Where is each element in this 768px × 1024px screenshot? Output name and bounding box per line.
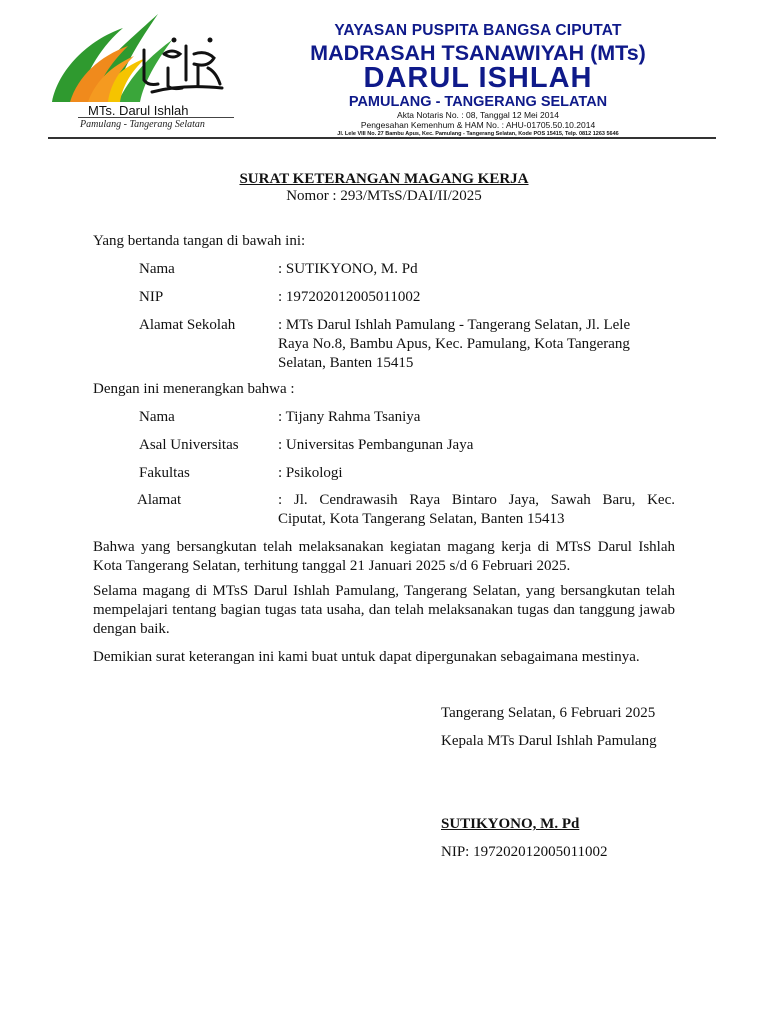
student-address-line-2: Ciputat, Kota Tangerang Selatan, Banten 15413 <box>278 511 565 527</box>
student-name-label: Nama <box>139 409 175 425</box>
signer-nip: NIP: 197202012005011002 <box>441 844 608 860</box>
notary-deed: Akta Notaris No. : 08, Tanggal 12 Mei 2014 <box>397 110 559 120</box>
school-logo <box>48 10 238 135</box>
school-address-line-2: Raya No.8, Bambu Apus, Kec. Pamulang, Kota Tangerang <box>278 336 630 352</box>
signer-name-label: Nama <box>139 261 175 277</box>
signer-nip-value: : 197202012005011002 <box>278 289 421 305</box>
signer-name-value: : SUTIKYONO, M. Pd <box>278 261 418 277</box>
school-address-line-3: Selatan, Banten 15415 <box>278 355 414 371</box>
signer-position: Kepala MTs Darul Ishlah Pamulang <box>441 733 657 749</box>
letter-number: Nomor : 293/MTsS/DAI/II/2025 <box>286 188 482 204</box>
ministry-approval: Pengesahan Kemenhum & HAM No. : AHU-01705.50.10.2014 <box>360 120 596 130</box>
letterhead-rule <box>48 137 716 139</box>
student-name-value: : Tijany Rahma Tsaniya <box>278 409 421 425</box>
letter-title: SURAT KETERANGAN MAGANG KERJA <box>239 171 529 187</box>
student-address-line-1: : Jl. Cendrawasih Raya Bintaro Jaya, Sawah Baru, Kec. <box>278 492 675 508</box>
signer-name: SUTIKYONO, M. Pd <box>441 816 580 832</box>
madrasah-name: MADRASAH TSANAWIYAH (MTs) <box>310 41 646 65</box>
letterhead <box>48 10 718 138</box>
place-date: Tangerang Selatan, 6 Februari 2025 <box>441 705 656 721</box>
student-address-label: Alamat <box>137 492 182 508</box>
school-region: PAMULANG - TANGERANG SELATAN <box>348 94 608 110</box>
university-label: Asal Universitas <box>139 437 239 453</box>
paragraph-internship: Bahwa yang bersangkutan telah melaksanakan kegiatan magang kerja di MTsS Darul Ishlah Kota Tangerang Selatan, terhitung tanggal 21 Januari 2025 s/d 6 Februari 2025. <box>93 539 675 574</box>
signer-nip-label: NIP <box>139 289 164 305</box>
school-address: Jl. Lele VIII No. 27 Bambu Apus, Kec. Pamulang - Tangerang Selatan, Kode POS 15415, Telp. 0812 1263 5646 <box>337 131 619 137</box>
school-address-line-1: : MTs Darul Ishlah Pamulang - Tangerang Selatan, Jl. Lele <box>278 317 631 333</box>
logo-location: Pamulang - Tangerang Selatan <box>80 119 205 130</box>
university-value: : Universitas Pembangunan Jaya <box>278 437 474 453</box>
foundation-name: YAYASAN PUSPITA BANGSA CIPUTAT <box>334 22 622 39</box>
faculty-value: : Psikologi <box>278 465 343 481</box>
logo-school-name: MTs. Darul Ishlah <box>88 103 189 118</box>
paragraph-closing: Demikian surat keterangan ini kami buat untuk dapat dipergunakan sebagaimana mestinya. <box>93 649 640 665</box>
school-address-label: Alamat Sekolah <box>139 317 236 333</box>
faculty-label: Fakultas <box>139 465 190 481</box>
school-name: DARUL ISHLAH <box>363 62 593 94</box>
opening-sentence: Yang bertanda tangan di bawah ini: <box>93 233 306 249</box>
paragraph-duties: Selama magang di MTsS Darul Ishlah Pamulang, Tangerang Selatan, yang bersangkutan telah mempelajari tentang bagian tugas tata usaha, dan telah melaksanakan tugas dan tanggung jawab dengan baik. <box>93 583 675 637</box>
statement-sentence: Dengan ini menerangkan bahwa : <box>93 381 295 397</box>
